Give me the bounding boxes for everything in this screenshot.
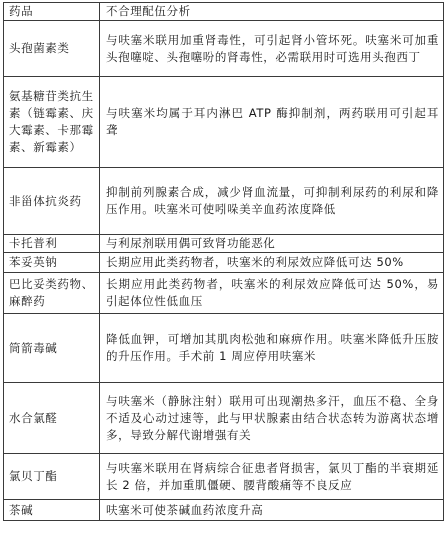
table-row (4, 500, 444, 521)
drug-cell: 巴比妥类药物、麻醉药 (4, 273, 100, 314)
drug-cell: 氯贝丁酯 (4, 454, 100, 500)
analysis-cell: 呋塞米可使茶碱血药浓度升高 (100, 500, 444, 521)
drug-cell: 苯妥英钠 (4, 253, 100, 273)
drug-interaction-table (3, 2, 444, 521)
table-row (4, 314, 444, 383)
analysis-cell: 长期应用此类药物者，呋塞米的利尿效应降低可达 50%，易引起体位性低血压 (100, 273, 444, 314)
table-row (4, 253, 444, 273)
table-row (4, 454, 444, 500)
table-row (4, 77, 444, 168)
analysis-cell: 与呋塞米（静脉注射）联用可出现潮热多汗，血压不稳、全身不适及心动过速等，此与甲状腺素由结合状态转为游离状态增多，导致分解代谢增强有关 (100, 383, 444, 454)
drug-cell: 筒箭毒碱 (4, 314, 100, 383)
drug-cell: 水合氯醛 (4, 383, 100, 454)
header-drug: 药品 (4, 3, 100, 21)
drug-cell: 氨基糖苷类抗生素（链霉素、庆大霉素、卡那霉素、新霉素） (4, 77, 100, 168)
analysis-cell: 与呋塞米均属于耳内淋巴 ATP 酶抑制剂，两药联用可引起耳聋 (100, 77, 444, 168)
table-row (4, 21, 444, 77)
drug-cell: 茶碱 (4, 500, 100, 521)
table-row (4, 273, 444, 314)
analysis-cell: 长期应用此类药物者，呋塞米的利尿效应降低可达 50% (100, 253, 444, 273)
analysis-cell: 抑制前列腺素合成，减少肾血流量，可抑制利尿药的利尿和降压作用。呋塞米可使吲哚美辛血药浓度降低 (100, 168, 444, 235)
drug-cell: 头孢菌素类 (4, 21, 100, 77)
drug-cell: 卡托普利 (4, 235, 100, 253)
table-row (4, 168, 444, 235)
drug-cell: 非甾体抗炎药 (4, 168, 100, 235)
analysis-cell: 与利尿剂联用偶可致肾功能恶化 (100, 235, 444, 253)
table-header-row (4, 3, 444, 21)
analysis-cell: 与呋塞米联用在肾病综合征患者肾损害，氯贝丁酯的半衰期延长 2 倍，并加重肌僵硬、腰背酸痛等不良反应 (100, 454, 444, 500)
analysis-cell: 降低血钾，可增加其肌肉松弛和麻痹作用。呋塞米降低升压胺的升压作用。手术前 1 周应停用呋塞米 (100, 314, 444, 383)
header-analysis: 不合理配伍分析 (100, 3, 444, 21)
analysis-cell: 与呋塞米联用加重肾毒性，可引起肾小管坏死。呋塞米可加重头孢噻啶、头孢噻吩的肾毒性，必需联用时可选用头孢西丁 (100, 21, 444, 77)
table-row (4, 383, 444, 454)
table-row (4, 235, 444, 253)
